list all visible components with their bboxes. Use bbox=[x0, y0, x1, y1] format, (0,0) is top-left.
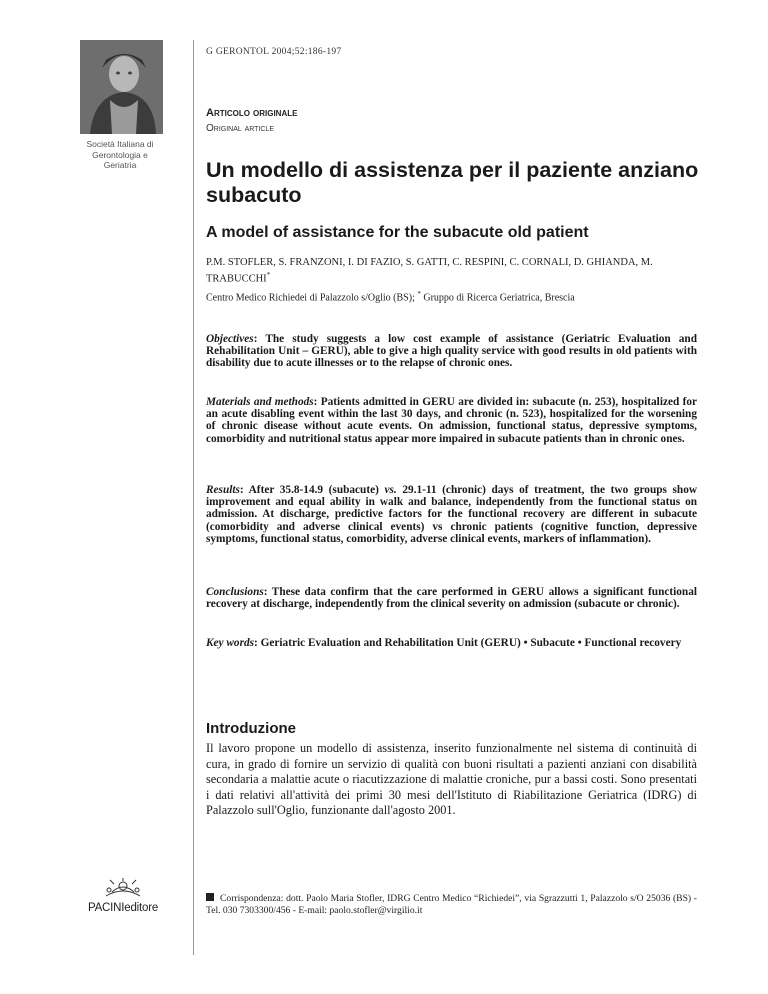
results-text-continued: 29.1-11 (chronic) days of treatment, the two groups show improvement and equal ability in walk and balance, independently from the functional status on admission. At discharge, predictive factors for the functional recovery are different in subacute (comorbidity and adverse clinical events) vs chronic patients (cognitive function, depressive symptoms, functional status, comorbidity, adverse clinical events, markers of inflammation). bbox=[206, 484, 697, 545]
results-text: : After 35.8-14.9 (subacute) bbox=[239, 484, 385, 496]
objectives-label: Objectives bbox=[206, 333, 254, 345]
affiliation-mark: * bbox=[417, 290, 421, 298]
margin-divider bbox=[193, 40, 194, 955]
authors-text: P.M. STOFLER, S. FRANZONI, I. DI FAZIO, S. GATTI, C. RESPINI, C. CORNALI, D. GHIANDA, M. TRABUCCHI bbox=[206, 257, 653, 285]
abstract-methods bbox=[206, 396, 697, 445]
methods-text: : Patients admitted in GERU are divided in: subacute (n. 253), hospitalized for an acute disabling event within the last 30 days, and chronic (n. 523), hospitalized for the worsening of chronic disease without acute events. On admission, functional status, depressive symptoms, comorbidity and nutritional status appear more impaired in subacute patients than in chronic ones. bbox=[206, 396, 697, 445]
section-heading-introduction: Introduzione bbox=[206, 720, 296, 737]
abstract-objectives bbox=[206, 333, 697, 370]
results-vs: vs. bbox=[384, 484, 397, 496]
introduction-paragraph: Il lavoro propone un modello di assistenza, inserito funzionalmente nel sistema di continuità di cura, in grado di fornire un servizio di qualità con buoni risultati a pazienti anziani con disabilità secondaria a malattie acute o riacutizzazione di malattie croniche, pur a bassi costi. Sono presentati i dati relativi all'attività dei primi 30 mesi dell'Istituto di Riabilitazione Geriatrica (IDRG) di Palazzolo sull'Oglio, funzionante dall'agosto 2001. bbox=[206, 741, 697, 818]
affiliation-primary: Centro Medico Richiedei di Palazzolo s/Oglio (BS); bbox=[206, 292, 415, 304]
abstract-results bbox=[206, 484, 697, 545]
article-subtitle: A model of assistance for the subacute old patient bbox=[206, 224, 589, 241]
publisher-logo-icon bbox=[100, 878, 146, 900]
affiliation bbox=[206, 290, 726, 303]
society-line: Gerontologia e bbox=[92, 149, 148, 160]
results-label: Results bbox=[206, 484, 240, 496]
correspondence-text: Corrispondenza: dott. Paolo Maria Stofler, IDRG Centro Medico “Richiedei”, via Sgrazzutti 1, Palazzolo s/O 25036 (BS) - Tel. 030 7303300/456 - E-mail: paolo.stofler@virgilio.it bbox=[206, 893, 697, 917]
keywords bbox=[206, 637, 697, 649]
author-footnote-mark: * bbox=[266, 271, 271, 279]
keywords-text: : Geriatric Evaluation and Rehabilitation Unit (GERU) • Subacute • Functional recovery bbox=[254, 637, 682, 649]
bullet-square-icon bbox=[206, 893, 214, 901]
keywords-label: Key words bbox=[206, 637, 255, 649]
article-type-english: Original article bbox=[206, 123, 274, 134]
publisher-logo bbox=[80, 878, 166, 914]
article-title: Un modello di assistenza per il paziente anziano subacuto bbox=[206, 158, 699, 207]
society-line: Geriatria bbox=[103, 160, 137, 170]
society-name bbox=[60, 139, 180, 171]
methods-label: Materials and methods bbox=[206, 396, 314, 408]
abstract-conclusions bbox=[206, 586, 697, 610]
affiliation-secondary: Gruppo di Ricerca Geriatrica, Brescia bbox=[420, 292, 575, 304]
article-type-italian: Articolo originale bbox=[206, 107, 298, 119]
conclusions-text: : These data confirm that the care performed in GERU allows a significant functional recovery at discharge, independently from the clinical severity on admission (subacute or chronic). bbox=[206, 586, 697, 611]
journal-reference: G GERONTOL 2004;52:186-197 bbox=[206, 47, 342, 57]
author-list bbox=[206, 256, 706, 286]
society-line: Società Italiana di bbox=[86, 139, 154, 149]
conclusions-label: Conclusions bbox=[206, 586, 264, 598]
objectives-text: : The study suggests a low cost example of assistance (Geriatric Evaluation and Rehabilitation Unit – GERU), able to give a high quality service with good results in old patients with disability due to acute illnesses or to the relapse of chronic ones. bbox=[206, 333, 697, 370]
correspondence-note bbox=[206, 893, 697, 918]
publisher-name: PACINIeditore bbox=[87, 902, 159, 914]
society-portrait-image bbox=[80, 40, 163, 134]
